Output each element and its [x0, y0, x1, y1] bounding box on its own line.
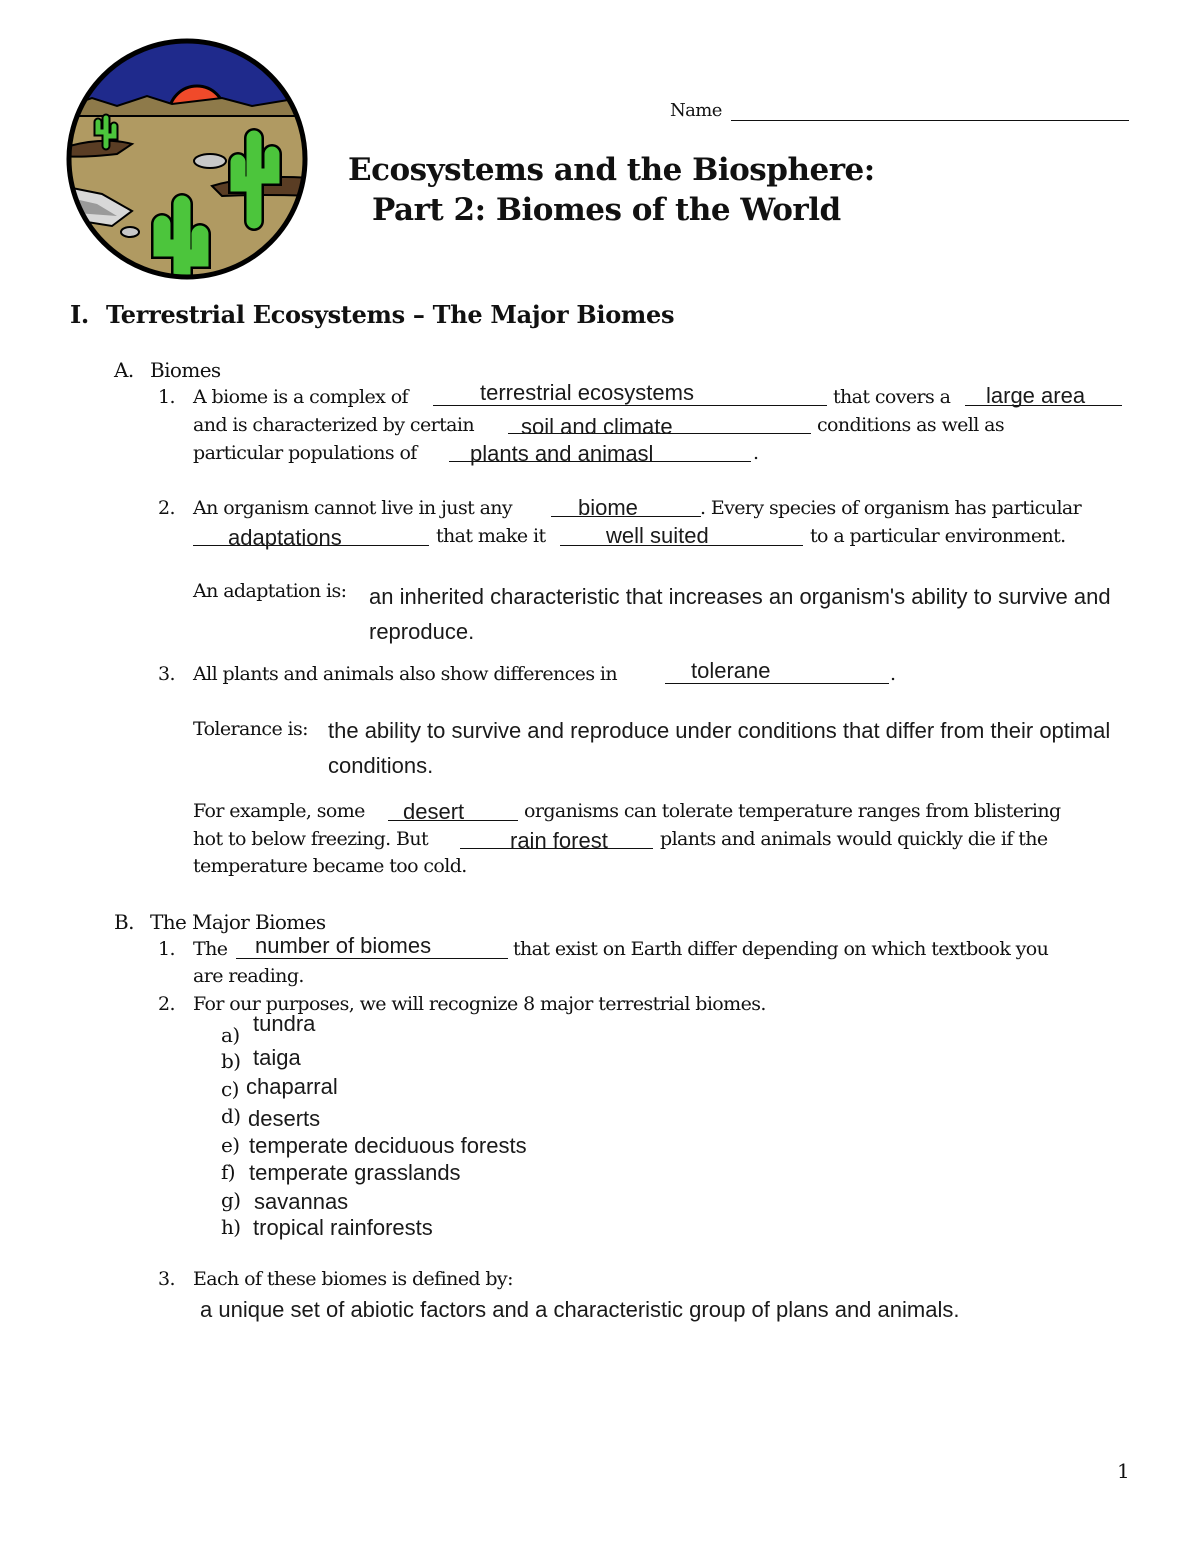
question-text: For our purposes, we will recognize 8 major terrestrial biomes. [193, 993, 766, 1015]
answer-text: adaptations [228, 525, 342, 550]
question-text: conditions as well as [817, 414, 1005, 436]
subsection-letter: B. [114, 910, 134, 934]
list-letter: d) [221, 1104, 241, 1128]
list-letter: c) [221, 1077, 239, 1101]
list-item: savannas [254, 1189, 349, 1214]
definition-label: Tolerance is: [193, 718, 308, 740]
list-letter: a) [221, 1023, 240, 1047]
question-text: . Every species of organism has particular [700, 497, 1082, 519]
subsection-title: The Major Biomes [150, 910, 326, 934]
answer-text: soil and climate [521, 414, 673, 439]
question-number: 1. [158, 386, 175, 408]
question-number: 1. [158, 938, 175, 960]
answer-text: terrestrial ecosystems [480, 380, 694, 405]
definition-answer: conditions. [328, 753, 434, 778]
question-text: The [193, 938, 228, 960]
example-text: organisms can tolerate temperature ranges from blistering [524, 800, 1061, 822]
definition-label: An adaptation is: [193, 580, 347, 602]
name-field[interactable] [731, 120, 1129, 121]
list-item: temperate deciduous forests [249, 1133, 527, 1158]
answer-text: biome [578, 495, 638, 520]
example-text: For example, some [193, 800, 365, 822]
answer-text: desert [403, 799, 465, 824]
example-text: hot to below freezing. But [193, 828, 429, 850]
definition-answer: an inherited characteristic that increases an organism's ability to survive and [369, 584, 1111, 609]
answer-text: tolerane [691, 658, 771, 683]
list-item: tropical rainforests [253, 1215, 433, 1240]
list-letter: e) [221, 1133, 240, 1157]
question-text: that make it [436, 525, 546, 547]
question-number: 3. [158, 1268, 175, 1290]
subsection-letter: A. [114, 358, 134, 382]
list-item: deserts [248, 1106, 321, 1131]
question-text: that exist on Earth differ depending on which textbook you [513, 938, 1049, 960]
answer-text: a unique set of abiotic factors and a characteristic group of plans and animals. [200, 1297, 960, 1322]
question-text: An organism cannot live in just any [193, 497, 513, 519]
list-letter: h) [221, 1215, 241, 1239]
question-text: that covers a [833, 386, 951, 408]
question-text: Each of these biomes is defined by: [193, 1268, 513, 1290]
section-number: I. [70, 300, 89, 329]
question-text: All plants and animals also show differences in [193, 663, 618, 685]
question-number: 2. [158, 497, 175, 519]
page-title: Ecosystems and the Biosphere: [348, 152, 875, 188]
page-subtitle: Part 2: Biomes of the World [372, 192, 841, 228]
answer-text: large area [986, 383, 1086, 408]
name-label: Name [670, 100, 722, 121]
question-text: and is characterized by certain [193, 414, 474, 436]
list-item: taiga [253, 1045, 301, 1070]
example-text: temperature became too cold. [193, 855, 467, 877]
subsection-title: Biomes [150, 358, 221, 382]
answer-text: plants and animasl [470, 441, 654, 466]
section-heading: Terrestrial Ecosystems – The Major Biomes [106, 300, 675, 329]
question-text: particular populations of [193, 442, 417, 464]
question-text: are reading. [193, 965, 304, 987]
answer-text: well suited [606, 523, 709, 548]
desert-biome-illustration [62, 36, 312, 282]
list-letter: f) [221, 1160, 236, 1184]
list-letter: b) [221, 1049, 241, 1073]
question-text: . [890, 663, 896, 685]
example-text: plants and animals would quickly die if the [660, 828, 1048, 850]
question-number: 3. [158, 663, 175, 685]
list-item: chaparral [246, 1074, 338, 1099]
list-letter: g) [221, 1188, 241, 1212]
answer-text: number of biomes [255, 933, 432, 958]
question-number: 2. [158, 993, 175, 1015]
definition-answer: the ability to survive and reproduce under conditions that differ from their optimal [328, 718, 1111, 743]
question-text: to a particular environment. [810, 525, 1066, 547]
list-item: temperate grasslands [249, 1160, 461, 1185]
question-text: . [753, 442, 759, 464]
list-item: tundra [253, 1011, 316, 1036]
definition-answer: reproduce. [369, 619, 475, 644]
answer-text: rain forest [510, 828, 608, 853]
question-text: A biome is a complex of [193, 386, 408, 408]
page-number: 1 [1117, 1459, 1130, 1483]
